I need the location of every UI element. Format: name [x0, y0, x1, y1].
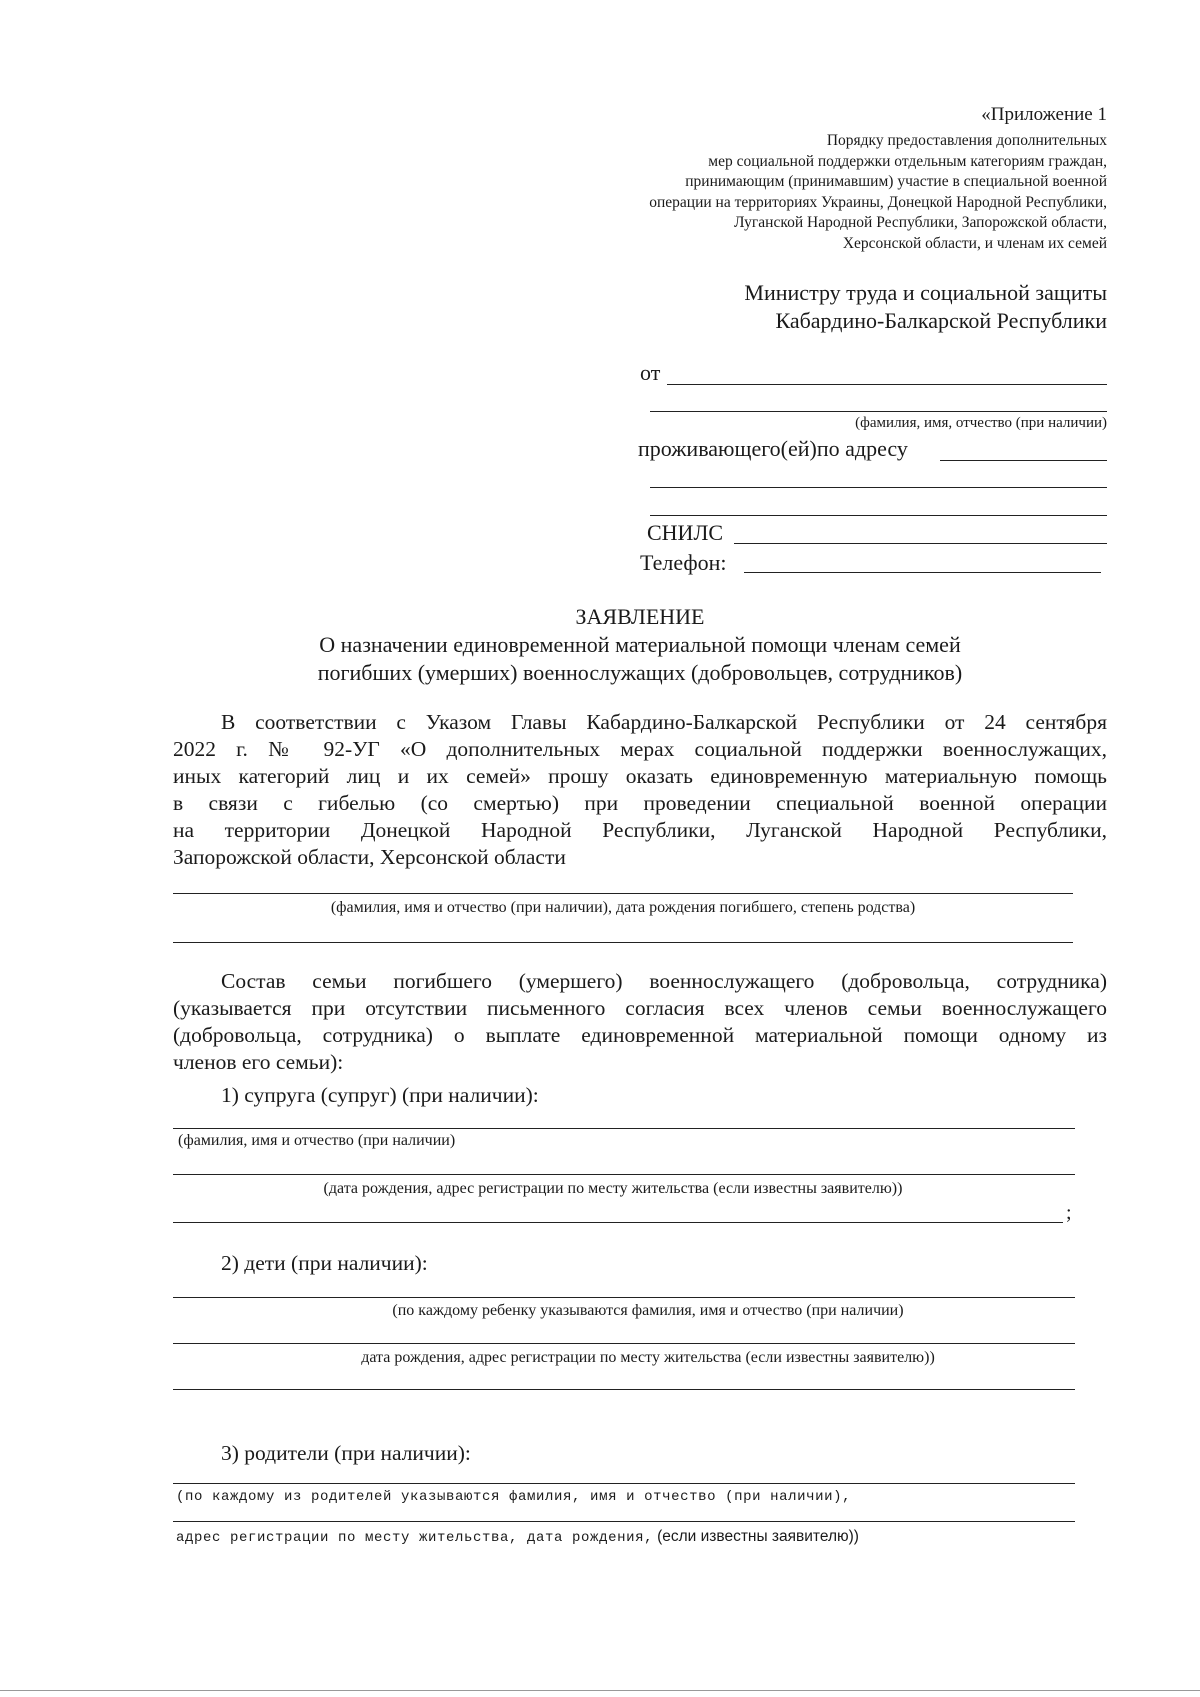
snils-label: СНИЛС	[647, 520, 724, 545]
family-line: Состав семьи погибшего (умершего) военнослужащего (добровольца, сотрудника)	[221, 969, 1107, 993]
children-name-line[interactable]	[173, 1297, 1075, 1298]
address-field-line-2[interactable]	[650, 487, 1107, 488]
deceased-caption: (фамилия, имя и отчество (при наличии), дата рождения погибшего, степень родства)	[330, 899, 916, 916]
appendix-line: Луганской Народной Республики, Запорожской области,	[734, 214, 1107, 231]
spouse-address-line[interactable]	[173, 1222, 1063, 1223]
family-line: (добровольца, сотрудника) о выплате единовременной материальной помощи одному из	[173, 1023, 1107, 1047]
parents-caption-2b: (если известны заявителю))	[657, 1528, 859, 1545]
children-caption-2: дата рождения, адрес регистрации по месту жительства (если известны заявителю))	[361, 1349, 935, 1366]
name-field-line[interactable]	[650, 411, 1107, 412]
appendix-line: Порядку предоставления дополнительных	[826, 132, 1107, 149]
appendix-title: «Приложение 1	[981, 104, 1107, 125]
appendix-line: мер социальной поддержки отдельным категориям граждан,	[708, 152, 1107, 170]
spouse-label: 1) супруга (супруг) (при наличии):	[221, 1083, 539, 1107]
statement-last-line: Запорожской области, Херсонской области	[173, 845, 566, 869]
statement-subtitle-2: погибших (умерших) военнослужащих (добровольцев, сотрудников)	[317, 660, 963, 685]
statement-subtitle-1: О назначении единовременной материальной помощи членам семей	[319, 632, 961, 657]
appendix-reference	[487, 131, 1107, 254]
spouse-caption-2: (дата рождения, адрес регистрации по месту жительства (если известны заявителю))	[323, 1180, 903, 1197]
family-text	[173, 968, 1107, 1076]
address-field-line-3[interactable]	[650, 515, 1107, 516]
parents-caption-2a: адрес регистрации по месту жительства, дата рождения,	[176, 1530, 654, 1546]
deceased-field-line-2[interactable]	[173, 942, 1073, 943]
statement-heading: ЗАЯВЛЕНИЕ	[575, 604, 705, 629]
statement-line: иных категорий лиц и их семей» прошу оказать единовременную материальную помощь	[173, 764, 1107, 788]
semicolon: ;	[1066, 1202, 1072, 1224]
children-dob-line[interactable]	[173, 1343, 1075, 1344]
children-caption-1: (по каждому ребенку указываются фамилия, имя и отчество (при наличии)	[392, 1302, 904, 1319]
spouse-caption-1: (фамилия, имя и отчество (при наличии)	[178, 1132, 456, 1149]
addressee-line2: Кабардино-Балкарской Республики	[775, 308, 1107, 333]
family-line: (указывается при отсутствии письменного согласия всех членов семьи военнослужащего	[173, 996, 1107, 1020]
children-label: 2) дети (при наличии):	[221, 1251, 428, 1275]
scan-edge-mark	[0, 1690, 1200, 1691]
appendix-line: Херсонской области, и членам их семей	[842, 234, 1107, 252]
statement-line: 2022 г. № 92-УГ «О дополнительных мерах социальной поддержки военнослужащих,	[173, 737, 1107, 761]
snils-field-line[interactable]	[734, 543, 1107, 544]
spouse-dob-line[interactable]	[173, 1174, 1075, 1175]
appendix-line: принимающим (принимавшим) участие в специальной военной	[685, 173, 1107, 190]
addressee-line1: Министру труда и социальной защиты	[744, 280, 1107, 305]
phone-label: Телефон:	[640, 550, 727, 575]
family-last-line: членов его семьи):	[173, 1050, 344, 1074]
statement-line: в связи с гибелью (со смертью) при проведении специальной военной операции	[173, 791, 1107, 815]
statement-line: В соответствии с Указом Главы Кабардино-Балкарской Республики от 24 сентября	[221, 710, 1107, 734]
parents-caption-1: (по каждому из родителей указываются фамилия, имя и отчество (при наличии),	[176, 1489, 852, 1505]
parents-caption-2	[176, 1528, 859, 1546]
from-label: от	[640, 360, 661, 385]
address-label: проживающего(ей)по адресу	[638, 436, 908, 461]
phone-field-line[interactable]	[744, 572, 1101, 573]
spouse-name-line[interactable]	[173, 1128, 1075, 1129]
statement-text	[173, 709, 1107, 871]
parents-name-line[interactable]	[173, 1483, 1075, 1484]
name-caption: (фамилия, имя, отчество (при наличии)	[855, 415, 1107, 431]
address-field-line[interactable]	[940, 460, 1107, 461]
statement-line: на территории Донецкой Народной Республики, Луганской Народной Республики,	[173, 818, 1107, 842]
from-field-line[interactable]	[667, 384, 1107, 385]
parents-label: 3) родители (при наличии):	[221, 1441, 471, 1465]
children-address-line[interactable]	[173, 1389, 1075, 1390]
deceased-field-line[interactable]	[173, 893, 1073, 894]
parents-address-line[interactable]	[173, 1521, 1075, 1522]
appendix-line: операции на территориях Украины, Донецкой Народной Республики,	[649, 193, 1107, 211]
